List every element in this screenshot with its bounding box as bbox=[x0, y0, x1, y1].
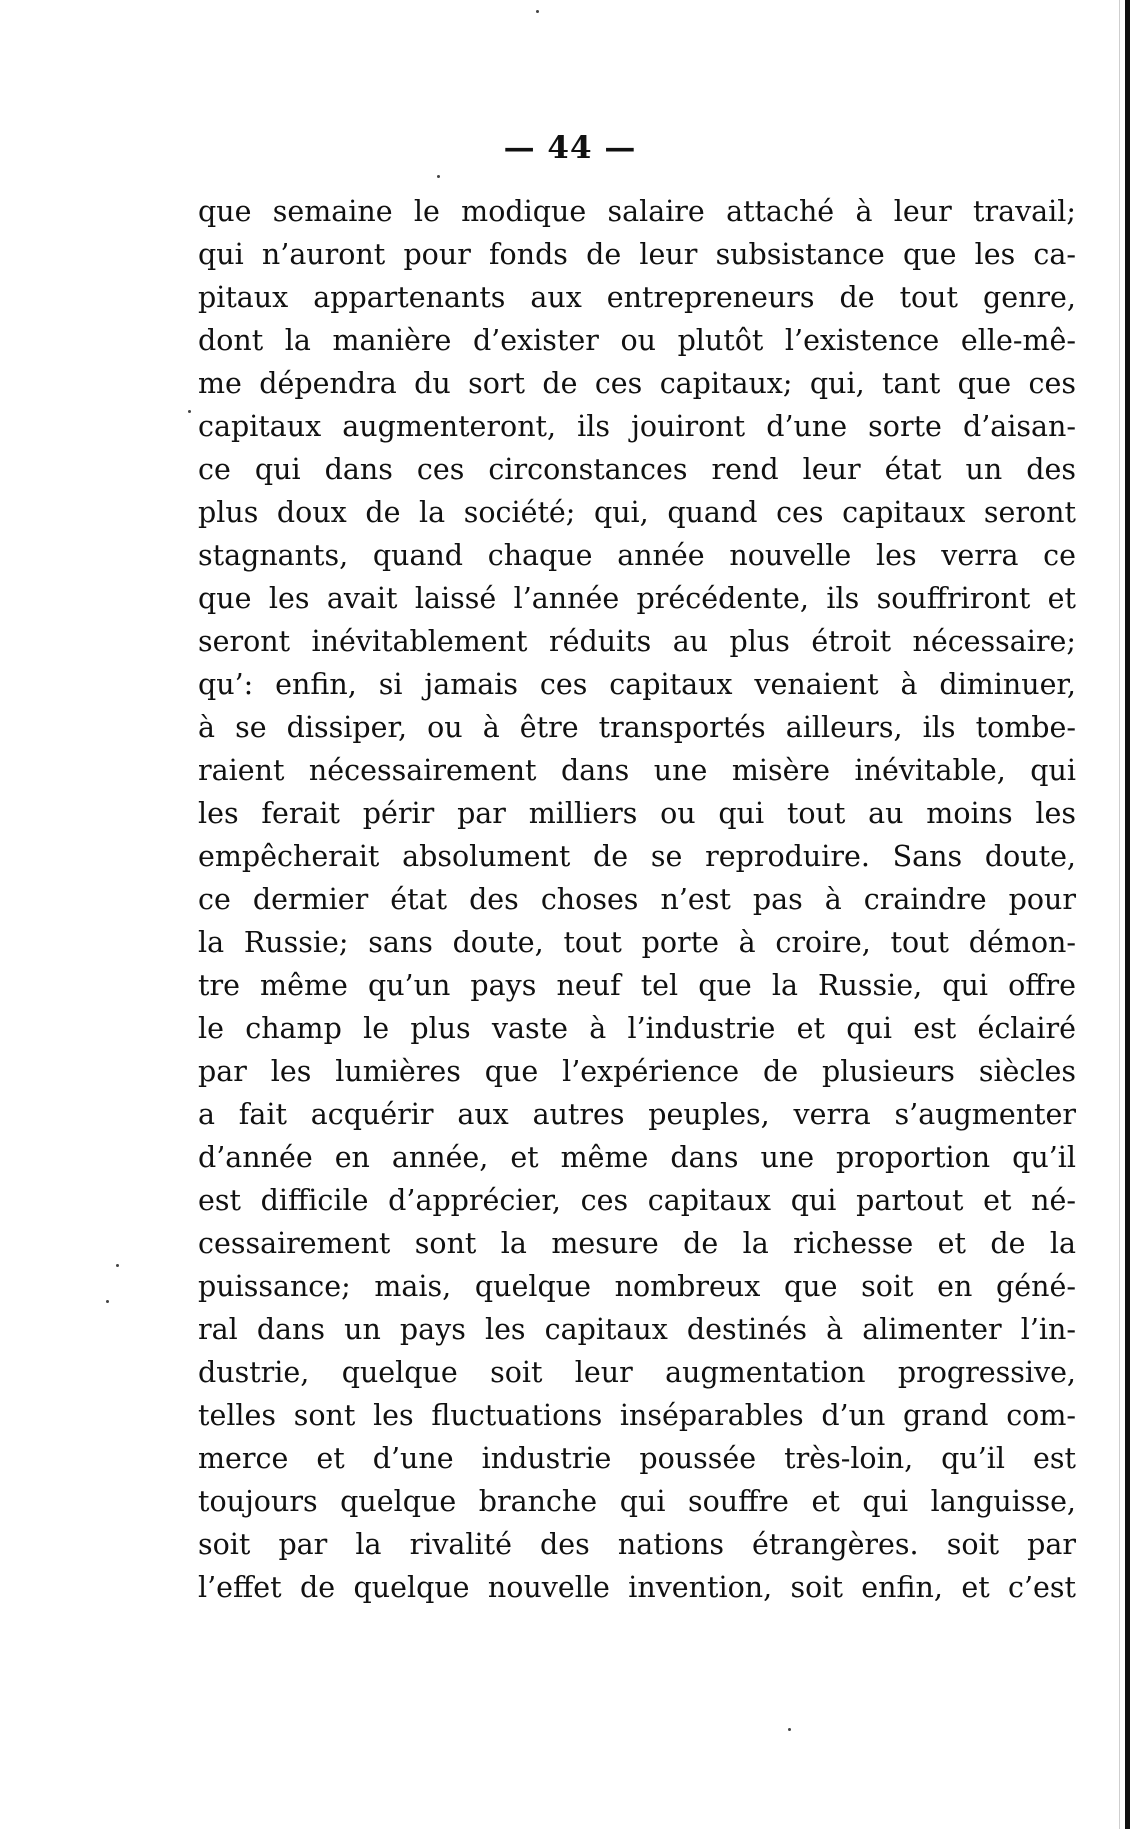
text-line: raient nécessairement dans une misère inévitable, qui bbox=[198, 754, 1076, 787]
text-line: ral dans un pays les capitaux destinés à alimenter l’in- bbox=[198, 1313, 1076, 1346]
page-edge-shadow bbox=[1119, 0, 1120, 1829]
text-line: dustrie, quelque soit leur augmentation progressive, bbox=[198, 1356, 1076, 1389]
text-line: pitaux appartenants aux entrepreneurs de tout genre, bbox=[198, 281, 1076, 314]
text-line: me dépendra du sort de ces capitaux; qui, tant que ces bbox=[198, 367, 1076, 400]
text-line: tre même qu’un pays neuf tel que la Russie, qui offre bbox=[198, 969, 1076, 1002]
text-line: que semaine le modique salaire attaché à leur travail; bbox=[198, 195, 1076, 228]
text-line: d’année en année, et même dans une proportion qu’il bbox=[198, 1141, 1076, 1174]
text-line: par les lumières que l’expérience de plusieurs siècles bbox=[198, 1055, 1076, 1088]
text-line: stagnants, quand chaque année nouvelle les verra ce bbox=[198, 539, 1076, 572]
text-line: à se dissiper, ou à être transportés ailleurs, ils tombe- bbox=[198, 711, 1076, 744]
text-line: est difficile d’apprécier, ces capitaux qui partout et né- bbox=[198, 1184, 1076, 1217]
body-text bbox=[198, 190, 1076, 1609]
text-line: seront inévitablement réduits au plus étroit nécessaire; bbox=[198, 625, 1076, 658]
text-line: dont la manière d’exister ou plutôt l’existence elle-mê- bbox=[198, 324, 1076, 357]
text-line: ce qui dans ces circonstances rend leur état un des bbox=[198, 453, 1076, 486]
print-speck bbox=[188, 410, 191, 413]
print-speck bbox=[788, 1728, 791, 1731]
page-edge-border bbox=[1125, 0, 1130, 1829]
text-line: qu’: enfin, si jamais ces capitaux venaient à diminuer, bbox=[198, 668, 1076, 701]
text-line: ce dermier état des choses n’est pas à craindre pour bbox=[198, 883, 1076, 916]
text-line: la Russie; sans doute, tout porte à croire, tout démon- bbox=[198, 926, 1076, 959]
text-line: capitaux augmenteront, ils jouiront d’une sorte d’aisan- bbox=[198, 410, 1076, 443]
print-speck bbox=[106, 1300, 109, 1303]
text-line: plus doux de la société; qui, quand ces capitaux seront bbox=[198, 496, 1076, 529]
print-speck bbox=[116, 1264, 119, 1267]
text-line: telles sont les fluctuations inséparables d’un grand com- bbox=[198, 1399, 1076, 1432]
text-line: qui n’auront pour fonds de leur subsistance que les ca- bbox=[198, 238, 1076, 271]
text-line: a fait acquérir aux autres peuples, verra s’augmenter bbox=[198, 1098, 1076, 1131]
text-line: cessairement sont la mesure de la richesse et de la bbox=[198, 1227, 1076, 1260]
text-line: les ferait périr par milliers ou qui tout au moins les bbox=[198, 797, 1076, 830]
text-line: que les avait laissé l’année précédente, ils souffriront et bbox=[198, 582, 1076, 615]
text-line: soit par la rivalité des nations étrangères. soit par bbox=[198, 1528, 1076, 1561]
print-speck bbox=[536, 10, 539, 13]
text-line: l’effet de quelque nouvelle invention, soit enfin, et c’est bbox=[198, 1571, 1076, 1604]
text-line: toujours quelque branche qui souffre et qui languisse, bbox=[198, 1485, 1076, 1518]
text-line: puissance; mais, quelque nombreux que soit en géné- bbox=[198, 1270, 1076, 1303]
page-number: — 44 — bbox=[503, 130, 637, 166]
print-speck bbox=[437, 175, 440, 178]
text-line: le champ le plus vaste à l’industrie et qui est éclairé bbox=[198, 1012, 1076, 1045]
text-line: empêcherait absolument de se reproduire. Sans doute, bbox=[198, 840, 1076, 873]
text-line: merce et d’une industrie poussée très-loin, qu’il est bbox=[198, 1442, 1076, 1475]
